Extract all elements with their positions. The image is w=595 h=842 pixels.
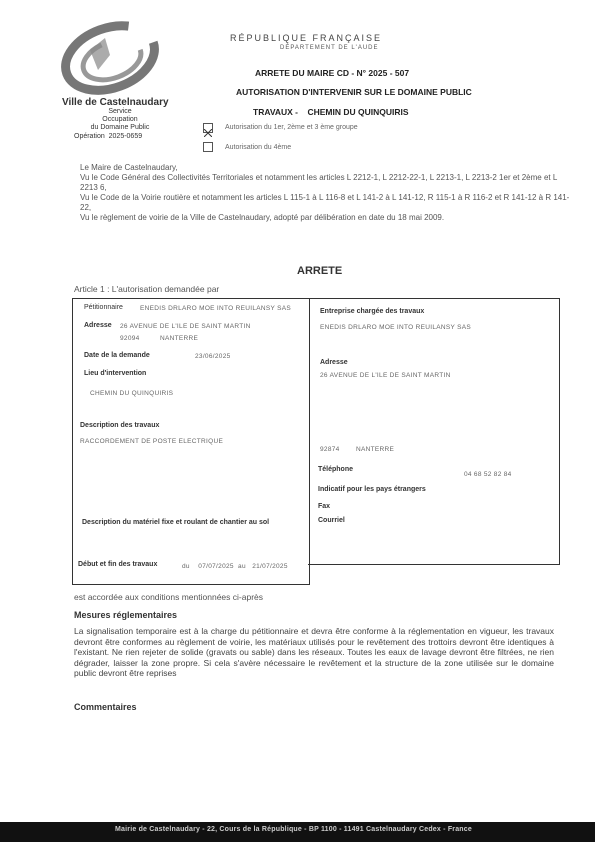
city-value: NANTERRE <box>160 335 199 342</box>
entreprise-postal-code: 92874 <box>320 446 340 453</box>
materiel-label: Description du matériel fixe et roulant de chantier au sol <box>82 519 270 526</box>
checkbox-group-4[interactable] <box>203 142 213 152</box>
operation-number <box>74 133 142 140</box>
checkbox-groups-1-3-label: Autorisation du 1er, 2ème et 3 ème groupe <box>225 124 358 131</box>
preamble <box>80 163 570 223</box>
right-form-frame <box>308 298 560 565</box>
entreprise-label: Entreprise chargée des travaux <box>320 308 425 315</box>
postal-code: 92094 <box>120 335 140 342</box>
telephone-value: 04 68 52 82 84 <box>464 471 512 478</box>
lieu-value: CHEMIN DU QUINQUIRIS <box>90 390 174 397</box>
dates-label: Début et fin des travaux <box>78 561 158 568</box>
mesures-text: La signalisation temporaire est à la charge du pétitionnaire et devra être conforme à la réglementation en vigueur, les travaux devront être conformes au règlement de voirie, les matériaux utilisés pour le revêtement des trottoirs devront être identiques à l'existant. Ne rien rejeter de solide (gravats ou sable) dans les réseaux. Toutes les eaux de lavage devront être filtrées, ne rien dégrader, laisser la zone propre. Si cela s'avère nécessaire le revêtement et la structure de la zone utilisée sur le domaine public devront être reprises <box>74 626 554 678</box>
preamble-line-2: Vu le Code Général des Collectivités Territoriales et notamment les articles L 2212-1, L 2212-22-1, L 2213-1, L 2213-2 1er et 2ème et L 2213 6, <box>80 173 558 192</box>
entreprise-adresse-value: 26 AVENUE DE L'ILE DE SAINT MARTIN <box>320 372 451 379</box>
end-date: 21/07/2025 <box>252 563 288 570</box>
description-value: RACCORDEMENT DE POSTE ELECTRIQUE <box>80 438 224 445</box>
article-1: Article 1 : L'autorisation demandée par <box>74 284 220 294</box>
petitionnaire-label: Pétitionnaire <box>84 304 123 311</box>
lieu-label: Lieu d'intervention <box>84 370 147 377</box>
department-heading: DÉPARTEMENT DE L'AUDE <box>280 45 379 51</box>
start-date: 07/07/2025 <box>198 563 234 570</box>
works-label: TRAVAUX - <box>253 107 299 117</box>
works-line <box>253 107 409 117</box>
accord-text: est accordée aux conditions mentionnées ci-après <box>74 592 263 602</box>
preamble-line-3: Vu le Code de la Voirie routière et notamment les articles L 115-1 à L 116-8 et L 141-2 à L 141-12, R 115-1 à R 116-2 et R 141-12 à R 141-22, <box>80 193 570 212</box>
commentaires-heading: Commentaires <box>74 702 137 712</box>
petitionnaire-value: ENEDIS DRLARO MOE INTO REUILANSY SAS <box>140 305 292 312</box>
check-mark-icon <box>204 129 212 137</box>
preamble-line-4: Vu le règlement de voirie de la Ville de Castelnaudary, adopté par délibération en date du 18 mai 2009. <box>80 213 445 222</box>
checkbox-groups-1-3[interactable] <box>203 123 213 133</box>
entreprise-city: NANTERRE <box>356 446 395 453</box>
fax-label: Fax <box>318 503 331 510</box>
mesures-heading: Mesures réglementaires <box>74 610 178 620</box>
preamble-line-1: Le Maire de Castelnaudary, <box>80 163 178 172</box>
works-location: CHEMIN DU QUINQUIRIS <box>307 107 409 117</box>
arrete-number: ARRETE DU MAIRE CD - N° 2025 - 507 <box>255 68 410 78</box>
entreprise-adresse-label: Adresse <box>320 359 348 366</box>
du-label: du <box>182 563 190 570</box>
service-name <box>90 108 150 132</box>
adresse-label: Adresse <box>84 322 112 329</box>
service-line-1: Service Occupation <box>102 108 138 123</box>
operation-value: 2025-0659 <box>108 133 143 140</box>
date-value: 23/06/2025 <box>195 353 231 360</box>
entreprise-value: ENEDIS DRLARO MOE INTO REUILANSY SAS <box>320 324 472 331</box>
description-label: Description des travaux <box>80 422 160 429</box>
operation-label: Opération <box>74 133 105 140</box>
arrete-heading: ARRETE <box>297 265 343 277</box>
telephone-label: Téléphone <box>318 466 354 473</box>
dates-values <box>182 563 288 570</box>
city-logo <box>50 20 160 100</box>
au-label: au <box>238 563 246 570</box>
document-title: AUTORISATION D'INTERVENIR SUR LE DOMAINE PUBLIC <box>236 87 472 97</box>
footer-text: Mairie de Castelnaudary - 22, Cours de la République - BP 1100 - 11491 Castelnaudary Cedex - France <box>115 826 472 833</box>
courriel-label: Courriel <box>318 517 345 524</box>
service-line-2: du Domaine Public <box>90 124 150 131</box>
republic-heading: RÉPUBLIQUE FRANÇAISE <box>230 33 383 43</box>
date-label: Date de la demande <box>84 352 150 359</box>
checkbox-group-4-label: Autorisation du 4ème <box>225 144 292 151</box>
city-name: Ville de Castelnaudary <box>62 97 169 108</box>
adresse-value: 26 AVENUE DE L'ILE DE SAINT MARTIN <box>120 323 251 330</box>
indicatif-label: Indicatif pour les pays étrangers <box>318 486 426 493</box>
